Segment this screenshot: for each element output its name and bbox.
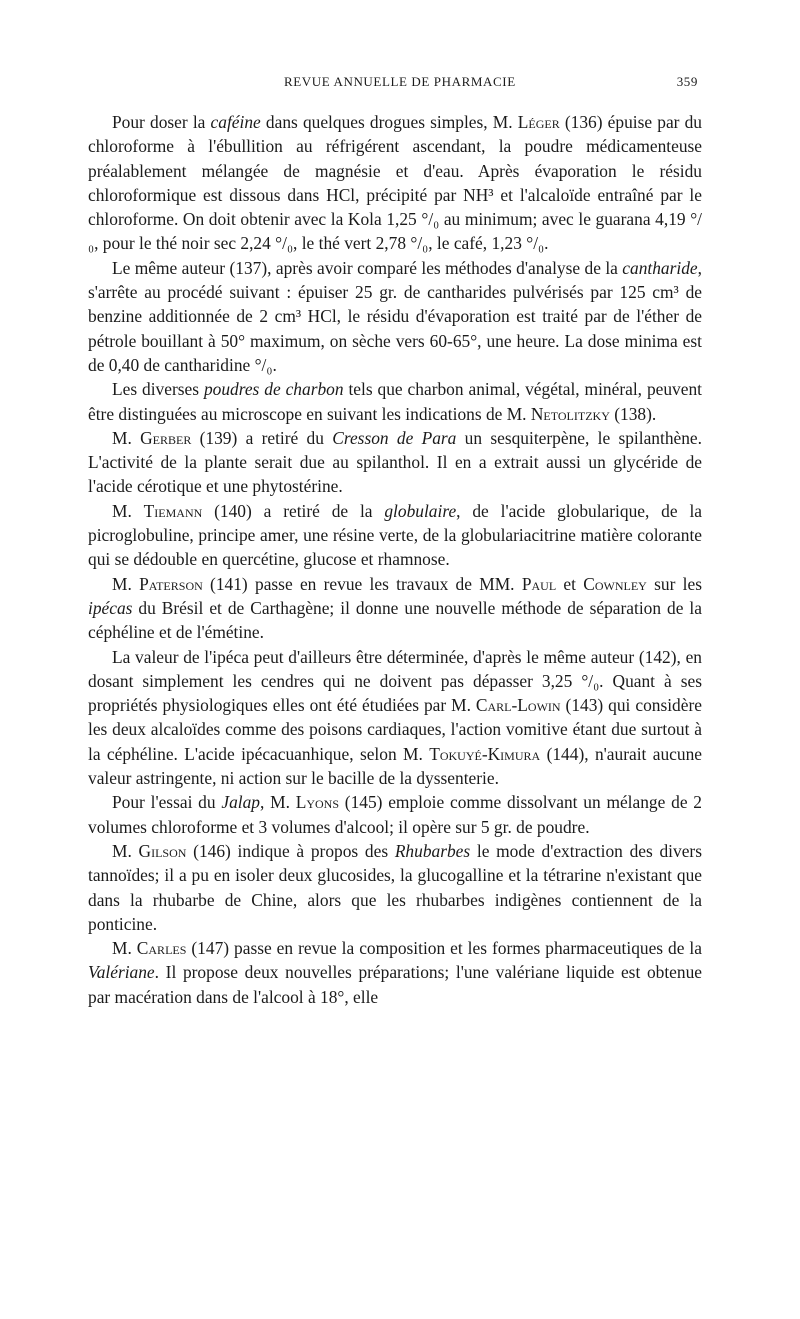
italic-term: Valériane: [88, 962, 155, 983]
text-run: M.: [112, 840, 139, 861]
text-run: (141) passe en revue les travaux de MM.: [202, 573, 522, 594]
italic-term: cantharide: [622, 257, 698, 278]
italic-term: poudres de charbon: [203, 379, 344, 400]
paragraph: [88, 645, 702, 791]
text-run: (136) épuise par du chloroforme à l'ébullition au réfrigérent ascendant, la poudre médicamenteuse préalablement mélangée de magnésie et d'eau. Après évaporation le résidu chloroformique est dissous dans HCl, précipité par NH³ et l'alcaloïde entraîné par le chloroforme. On doit obtenir avec la Kola 1,25 °/₀ au minimum; avec le guarana 4,19 °/₀, pour le thé noir sec 2,24 °/₀, le thé vert 2,78 °/₀, le café, 1,23 °/₀.: [88, 112, 703, 254]
paragraph: [88, 377, 702, 426]
text-run: M.: [112, 938, 137, 959]
author-name: Carl-Lowin: [475, 695, 561, 716]
running-title: REVUE ANNUELLE DE PHARMACIE: [284, 74, 516, 89]
text-run: M.: [112, 427, 141, 448]
text-run: Le même auteur (137), après avoir comparé les méthodes d'analyse de la: [112, 257, 623, 278]
text-run: (147) passe en revue la composition et les formes pharmaceutiques de la: [186, 938, 702, 959]
italic-term: Jalap: [221, 792, 260, 813]
text-run: Pour doser la: [112, 112, 211, 132]
text-run: (145) emploie comme dissolvant un mélange de 2 volumes chloroforme et 3 volumes d'alcool; il opère sur 5 gr. de poudre.: [88, 792, 703, 837]
text-run: (138).: [609, 403, 657, 424]
text-run: un sesquiterpène, le spilanthène. L'activité de la plante serait due au spilanthol. Il en a extrait aussi un glycéride de l'acide cérotique et une phytostérine.: [88, 427, 702, 497]
text-run: (144), n'aurait aucune valeur astringente, ni action sur le bacille de la dyssenterie.: [88, 743, 702, 789]
paragraph: [88, 499, 702, 572]
text-run: Les diverses: [112, 379, 204, 400]
text-run: , de l'acide globularique, de la picroglobuline, principe amer, une résine verte, de la globulariacitrine matière colorante qui se dédouble en quercétine, glucose et rhamnose.: [88, 500, 702, 570]
text-run: La valeur de l'ipéca peut d'ailleurs être déterminée, d'après le même auteur (142), en dosant simplement les cendres qui ne doivent pas dépasser 3,25 °/₀. Quant à ses propriétés physiologiques elles ont été étudiées par M.: [88, 646, 702, 716]
italic-term: globulaire: [384, 500, 457, 521]
author-name: Gilson: [138, 840, 187, 861]
text-run: M.: [112, 500, 144, 521]
page-number: 359: [676, 74, 698, 89]
text-run: Pour l'essai du: [112, 792, 222, 813]
text-run: (139) a retiré du: [191, 427, 333, 448]
author-name: Paterson: [139, 573, 203, 594]
body-text: [88, 110, 702, 1009]
text-run: , M.: [259, 792, 296, 813]
text-run: tels que charbon animal, végétal, minéral, peuvent être distinguées au microscope en suivant les indications de M.: [88, 379, 702, 424]
author-name: Lyons: [295, 792, 339, 813]
author-name: Léger: [517, 112, 560, 132]
text-run: , s'arrête au procédé suivant : épuiser 25 gr. de cantharides pulvérisés par 125 cm³ de benzine additionnée de 2 cm³ HCl, le résidu d'évaporation est traité par de l'éther de pétrole bouillant à 50° maximum, on sèche vers 60-65°, une heure. La dose minima est de 0,40 de cantharidine °/₀.: [88, 257, 702, 375]
italic-term: Cresson de Para: [332, 427, 457, 448]
text-run: (143) qui considère les deux alcaloïdes comme des poisons cardiaques, l'action vomitive étant due surtout à la céphéline. L'acide ipécacuanhique, selon M.: [88, 695, 702, 764]
text-run: et: [556, 573, 584, 594]
text-run: . Il propose deux nouvelles préparations; l'une valériane liquide est obtenue par macération dans de l'alcool à 18°, elle: [88, 962, 702, 1007]
paragraph: [88, 839, 702, 936]
text-run: sur les: [646, 573, 702, 594]
author-name: Carles: [136, 938, 187, 959]
author-name: Tokuyé-Kimura: [429, 743, 541, 764]
running-header: [88, 74, 702, 96]
paragraph: [88, 936, 702, 1009]
text-run: (140) a retiré de la: [202, 500, 385, 521]
italic-term: Rhubarbes: [394, 840, 471, 861]
author-name: Tiemann: [143, 500, 203, 521]
author-name: Netolitzky: [530, 403, 610, 424]
paragraph: [88, 790, 702, 839]
author-name: Cownley: [583, 573, 647, 594]
author-name: Paul: [521, 573, 557, 594]
italic-term: ipécas: [88, 597, 133, 618]
paragraph: [88, 256, 702, 377]
text-run: du Brésil et de Carthagène; il donne une nouvelle méthode de séparation de la céphéline et de l'émétine.: [88, 597, 702, 643]
italic-term: caféine: [210, 112, 261, 132]
text-run: le mode d'extraction des divers tannoïdes; il a pu en isoler deux glucosides, la glucogalline et la tétrarine n'existant que dans la rhubarbe de Chine, alors que les rhubarbes indigènes contiennent de la ponticine.: [88, 840, 702, 934]
text-run: dans quelques drogues simples, M.: [260, 112, 518, 132]
paragraph: [88, 426, 702, 499]
text-run: (146) indique à propos des: [186, 840, 395, 861]
author-name: Gerber: [140, 427, 192, 448]
paragraph: [88, 110, 702, 256]
page: [88, 74, 702, 1009]
paragraph: [88, 572, 702, 645]
text-run: M.: [112, 573, 140, 594]
